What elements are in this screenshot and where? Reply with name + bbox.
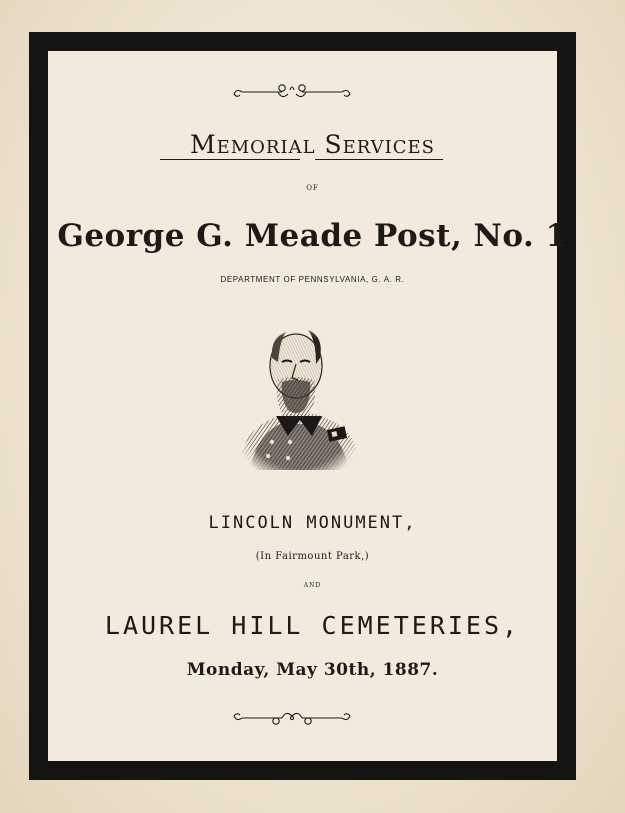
location-note: (In Fairmount Park,) <box>255 551 370 562</box>
department-line: DEPARTMENT OF PENNSYLVANIA, G. A. R. <box>220 275 405 284</box>
event-date: Monday, May 30th, 1887. <box>186 660 439 680</box>
title-underline-left <box>160 159 300 160</box>
post-name: George G. Meade Post, No. 1 <box>57 218 568 254</box>
location-laurel-hill: LAUREL HILL CEMETERIES, <box>104 611 521 640</box>
of-label: OF <box>306 184 319 192</box>
location-lincoln-monument: LINCOLN MONUMENT, <box>208 513 417 533</box>
engraved-portrait <box>230 318 366 470</box>
page-title: Memorial Services <box>189 130 436 159</box>
top-ornament-icon <box>232 82 352 102</box>
and-label: AND <box>303 582 322 589</box>
title-underline-right <box>315 159 443 160</box>
bottom-ornament-icon <box>232 708 352 728</box>
